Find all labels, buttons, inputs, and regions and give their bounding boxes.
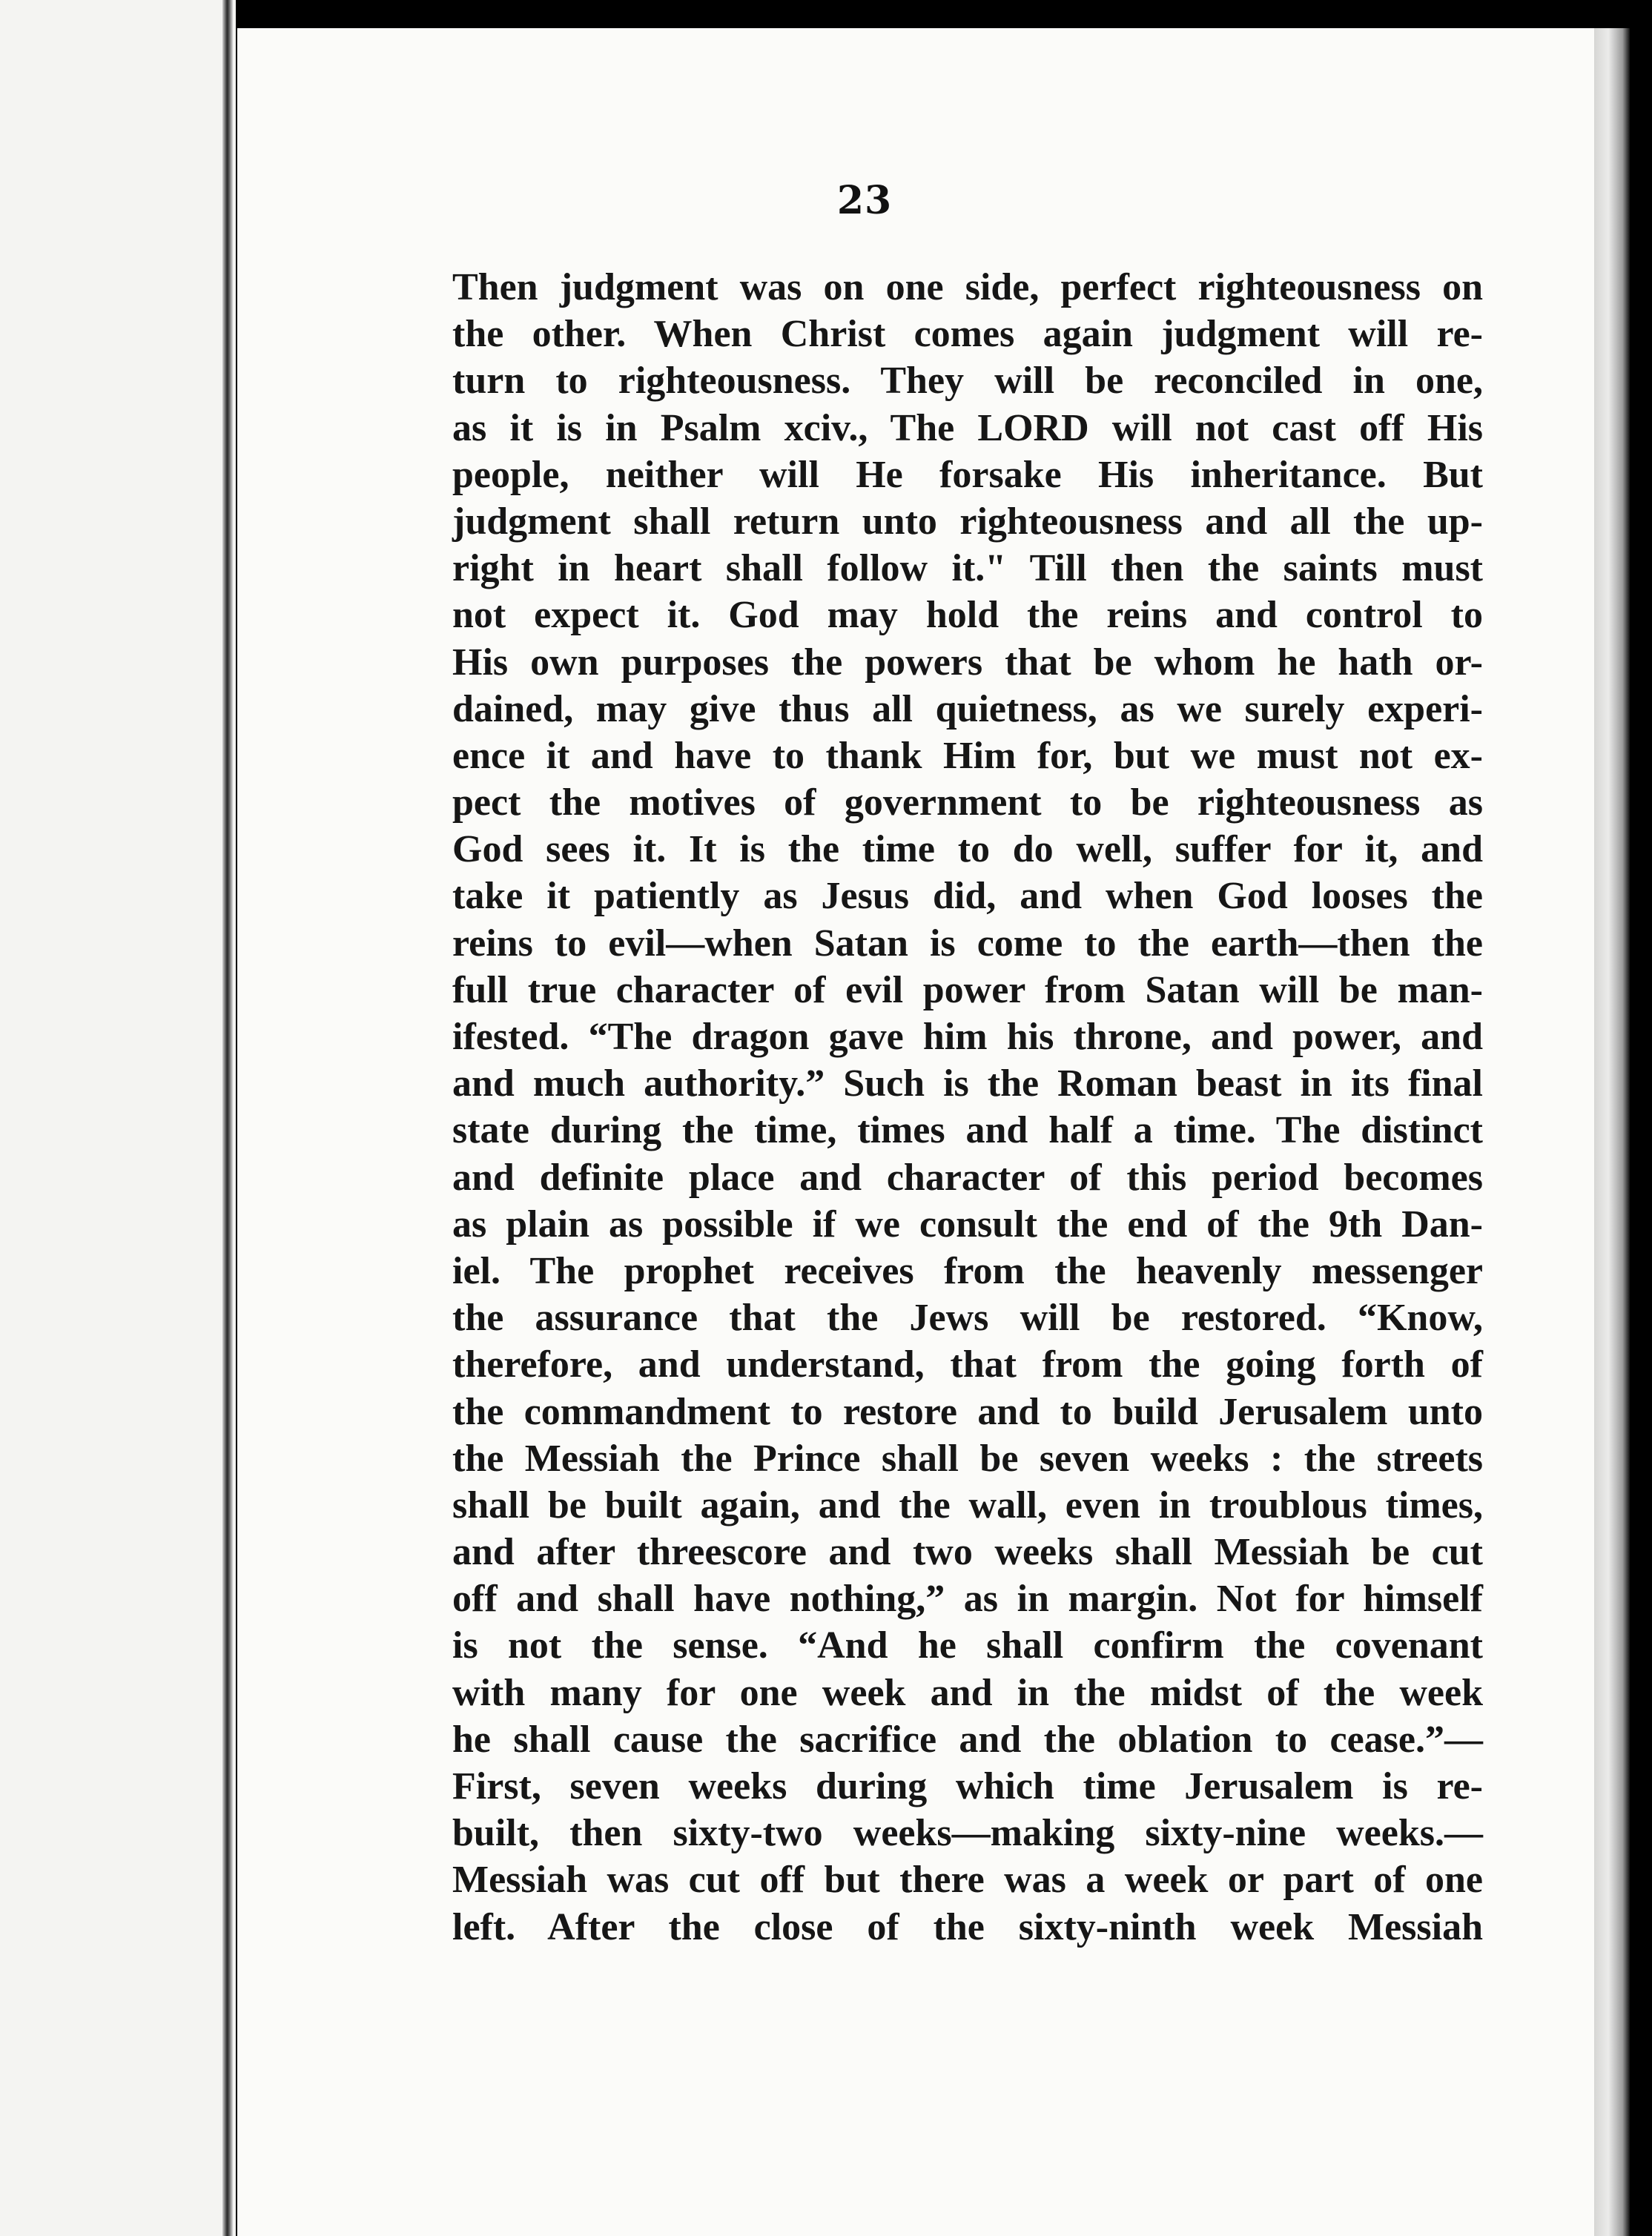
binding-gutter — [222, 0, 233, 2236]
text-line: take it patiently as Jesus did, and when God looses the — [452, 875, 1483, 918]
text-line: is not the sense. “And he shall confirm the covenant — [452, 1624, 1483, 1667]
page-number — [0, 178, 1652, 223]
text-line: iel. The prophet receives from the heavenly messenger — [452, 1249, 1483, 1292]
text-line: the Messiah the Prince shall be seven weeks : the streets — [452, 1437, 1483, 1480]
text-line: and much authority.” Such is the Roman beast in its final — [452, 1062, 1483, 1105]
text-line: he shall cause the sacrifice and the oblation to cease.”— — [452, 1718, 1483, 1761]
text-line: full true character of evil power from Satan will be man- — [452, 968, 1483, 1011]
text-line: ence it and have to thank Him for, but we must not ex- — [452, 734, 1483, 777]
text-line: state during the time, times and half a time. The distinct — [452, 1109, 1483, 1152]
text-line: First, seven weeks during which time Jerusalem is re- — [452, 1765, 1483, 1807]
text-line: judgment shall return unto righteousness and all the up- — [452, 500, 1483, 543]
text-line: Messiah was cut off but there was a week or part of one — [452, 1859, 1483, 1902]
body-text — [452, 264, 1483, 1951]
text-line: with many for one week and in the midst of the week — [452, 1671, 1483, 1714]
text-line: the other. When Christ comes again judgment will re- — [452, 313, 1483, 356]
facing-page-edge — [0, 0, 236, 2236]
text-line: left. After the close of the sixty-ninth week Messiah — [452, 1905, 1483, 1948]
text-line: therefore, and understand, that from the going forth of — [452, 1343, 1483, 1386]
text-line: as plain as possible if we consult the end of the 9th Dan- — [452, 1203, 1483, 1246]
text-line: not expect it. God may hold the reins and control to — [452, 594, 1483, 637]
text-line: God sees it. It is the time to do well, suffer for it, and — [452, 828, 1483, 871]
text-line: the commandment to restore and to build Jerusalem unto — [452, 1390, 1483, 1433]
text-line: people, neither will He forsake His inheritance. But — [452, 453, 1483, 496]
text-line: shall be built again, and the wall, even in troublous times, — [452, 1484, 1483, 1526]
text-line: ifested. “The dragon gave him his throne, and power, and — [452, 1016, 1483, 1058]
text-line: pect the motives of government to be righteousness as — [452, 781, 1483, 824]
text-line: Then judgment was on one side, perfect righteousness on — [452, 266, 1483, 308]
page-number-text: 23 — [836, 178, 893, 223]
text-line: right in heart shall follow it." Till then the saints must — [452, 547, 1483, 590]
text-line: and after threescore and two weeks shall Messiah be cut — [452, 1531, 1483, 1574]
text-line: His own purposes the powers that be whom he hath or- — [452, 641, 1483, 684]
text-line: as it is in Psalm xciv., The LORD will not cast off His — [452, 406, 1483, 449]
text-line: the assurance that the Jews will be restored. “Know, — [452, 1297, 1483, 1340]
text-line: built, then sixty-two weeks—making sixty-nine weeks.— — [452, 1812, 1483, 1855]
text-line: off and shall have nothing,” as in margin. Not for himself — [452, 1578, 1483, 1621]
page-fore-edge — [1594, 28, 1630, 2236]
text-line: and definite place and character of this period becomes — [452, 1156, 1483, 1199]
text-line: dained, may give thus all quietness, as we surely experi- — [452, 687, 1483, 730]
text-line: reins to evil—when Satan is come to the earth—then the — [452, 922, 1483, 965]
text-line: turn to righteousness. They will be reconciled in one, — [452, 360, 1483, 403]
